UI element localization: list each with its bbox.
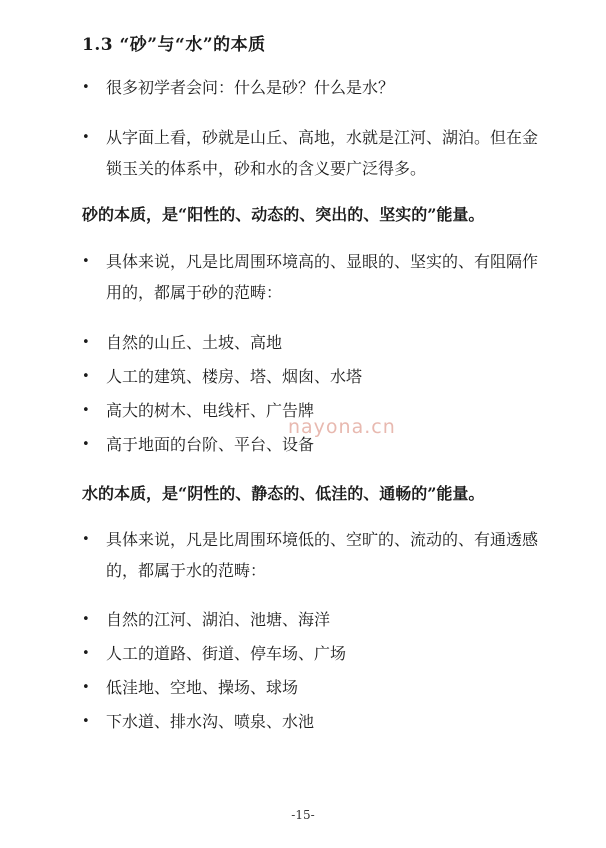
list-item: • 自然的江河、湖泊、池塘、海洋 bbox=[82, 603, 542, 637]
shui-items-list bbox=[82, 603, 542, 739]
list-item: • 人工的建筑、楼房、塔、烟囱、水塔 bbox=[82, 360, 542, 394]
list-item: • 高于地面的台阶、平台、设备 bbox=[82, 428, 542, 462]
list-item: • 人工的道路、街道、停车场、广场 bbox=[82, 637, 542, 671]
page-number: -15- bbox=[291, 808, 315, 822]
intro-item: • 很多初学者会问：什么是砂？什么是水？ bbox=[82, 72, 542, 103]
shui-definition: • 具体来说，凡是比周围环境低的、空旷的、流动的、有通透感的，都属于水的范畴： bbox=[82, 524, 542, 586]
sha-items-list bbox=[82, 326, 542, 462]
sha-definition: • 具体来说，凡是比周围环境高的、显眼的、坚实的、有阻隔作用的，都属于砂的范畴： bbox=[82, 246, 542, 308]
shui-heading: 水的本质，是“阴性的、静态的、低洼的、通畅的”能量。 bbox=[82, 484, 485, 503]
shui-definition-block bbox=[82, 524, 542, 586]
list-item: • 高大的树木、电线杆、广告牌 bbox=[82, 394, 542, 428]
intro-list bbox=[82, 72, 542, 103]
sha-definition-block bbox=[82, 246, 542, 308]
list-item: • 低洼地、空地、操场、球场 bbox=[82, 671, 542, 705]
intro-list-2 bbox=[82, 122, 542, 184]
watermark: nayona.cn bbox=[288, 416, 396, 438]
section-title: 1.3 “砂”与“水”的本质 bbox=[82, 35, 266, 55]
intro-item: • 从字面上看，砂就是山丘、高地，水就是江河、湖泊。但在金锁玉关的体系中，砂和水的含义要广泛得多。 bbox=[82, 122, 542, 184]
list-item: • 自然的山丘、土坡、高地 bbox=[82, 326, 542, 360]
list-item: • 下水道、排水沟、喷泉、水池 bbox=[82, 705, 542, 739]
sha-heading: 砂的本质，是“阳性的、动态的、突出的、坚实的”能量。 bbox=[82, 205, 485, 224]
